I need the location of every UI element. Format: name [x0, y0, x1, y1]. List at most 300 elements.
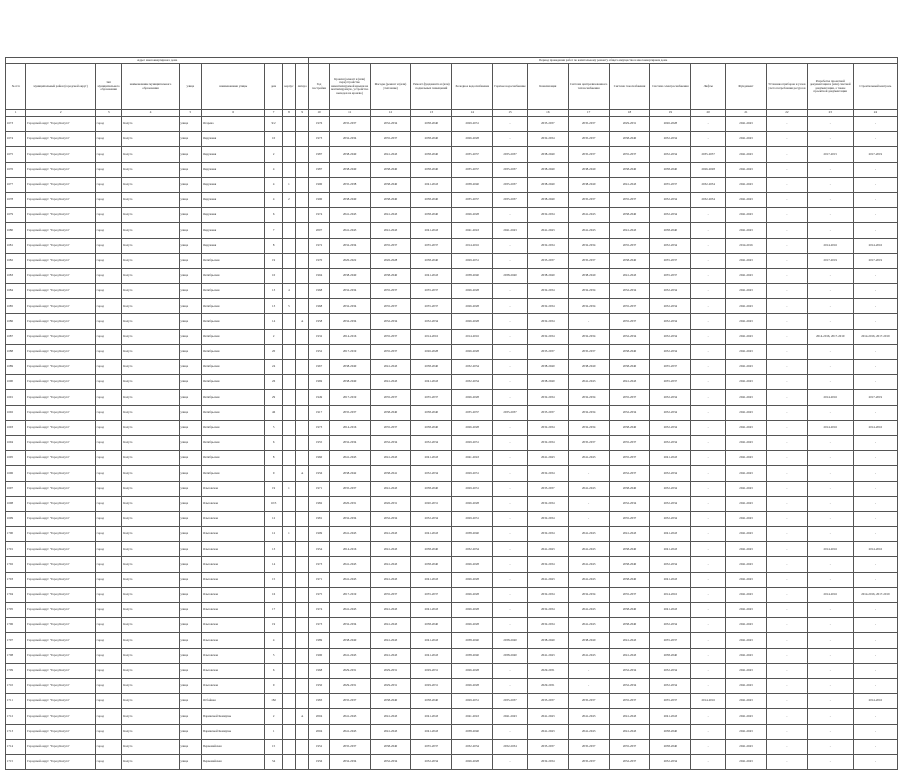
table-cell: Калуга [122, 177, 179, 192]
table-row [6, 542, 898, 557]
table-cell: - [853, 162, 897, 177]
table-row [6, 420, 898, 435]
table-cell: улица [179, 223, 201, 238]
table-cell: - [807, 663, 853, 678]
table-cell: 26 [265, 375, 282, 390]
table-cell: 2041-2043 [370, 633, 411, 648]
table-cell: - [493, 557, 528, 572]
table-cell: 1703 [6, 572, 26, 587]
table-row [6, 147, 898, 162]
table-cell: 2041-2043 [726, 603, 767, 618]
table-cell: - [853, 724, 897, 739]
table-cell: город [95, 694, 122, 709]
table-cell: 2041-2043 [726, 648, 767, 663]
table-cell: 2035-2037 [568, 192, 609, 207]
table-cell: Городской округ "Город Калуга" [26, 147, 95, 162]
table-cell: 1982 [309, 496, 329, 511]
table-cell: 1 [282, 481, 295, 496]
table-row [6, 329, 898, 344]
table-cell: 2038-2040 [411, 147, 452, 162]
table-cell: 2032-2034 [527, 208, 568, 223]
table-cell: Городской округ "Город Калуга" [26, 314, 95, 329]
table-cell: 1973 [309, 420, 329, 435]
column-number: 22 [766, 110, 807, 117]
table-cell: 2041-2043 [411, 633, 452, 648]
table-cell: - [853, 360, 897, 375]
table-cell: - [766, 557, 807, 572]
table-cell: - [853, 466, 897, 481]
table-cell: 2032-2034 [650, 329, 691, 344]
table-cell: 2041-2043 [329, 648, 370, 663]
table-cell: 4 [265, 177, 282, 192]
table-cell: 2032-2034 [411, 435, 452, 450]
table-cell: - [853, 299, 897, 314]
table-cell: 1968 [309, 284, 329, 299]
table-cell: 2035-2037 [609, 238, 650, 253]
table-cell: 2041-2043 [726, 678, 767, 693]
table-cell: 2035-2037 [568, 754, 609, 769]
table-cell: 2038-2040 [329, 268, 370, 283]
table-cell: 1704 [6, 587, 26, 602]
table-cell: Городской округ "Город Калуга" [26, 435, 95, 450]
table-row [6, 678, 898, 693]
table-cell: 2038-2040 [568, 633, 609, 648]
table-cell: - [853, 344, 897, 359]
table-cell: 2041-2043 [411, 648, 452, 663]
table-cell: - [691, 420, 726, 435]
table-cell: 15 [265, 739, 282, 754]
table-cell: - [691, 314, 726, 329]
table-cell: 2041-2043 [568, 603, 609, 618]
table-cell: 1955 [309, 435, 329, 450]
table-cell: 2032-2034 [568, 587, 609, 602]
table-cell: Калуга [122, 603, 179, 618]
table-cell: 2035-2037 [609, 451, 650, 466]
table-cell: 2041-2043 [726, 375, 767, 390]
table-cell: 2041-2043 [568, 709, 609, 724]
column-number: 4 [122, 110, 179, 117]
table-cell: 2032-2034 [609, 284, 650, 299]
table-cell: город [95, 329, 122, 344]
table-cell: 2032-2034 [329, 314, 370, 329]
table-cell: 2032-2034 [527, 284, 568, 299]
table-cell: 2032-2034 [568, 405, 609, 420]
table-cell [296, 496, 309, 511]
table-cell: - [691, 284, 726, 299]
table-cell: город [95, 451, 122, 466]
table-cell: 2014-2016 [853, 420, 897, 435]
table-cell: - [766, 177, 807, 192]
table-cell: город [95, 618, 122, 633]
table-cell: 1981 [309, 511, 329, 526]
column-number: 12 [370, 110, 411, 117]
table-cell: 2032-2034 [650, 557, 691, 572]
table-cell: 2041-2043 [568, 527, 609, 542]
table-cell: Калуга [122, 678, 179, 693]
table-cell: Городской округ "Город Калуга" [26, 451, 95, 466]
table-cell: 2032-2034 [650, 678, 691, 693]
table-cell: 2026-2028 [452, 132, 493, 147]
table-cell: 2029-2031 [411, 678, 452, 693]
table-cell: 2038-2040 [650, 648, 691, 663]
table-cell: 2041-2043 [726, 223, 767, 238]
table-cell: - [766, 481, 807, 496]
table-cell: 2041-2043 [527, 709, 568, 724]
table-cell: Ольговская [202, 648, 265, 663]
table-cell: 1700 [6, 527, 26, 542]
table-cell [296, 162, 309, 177]
table-cell: 2032-2034 [527, 420, 568, 435]
table-cell: - [766, 132, 807, 147]
table-cell: 19 [265, 481, 282, 496]
table-cell: 2035-2037 [650, 375, 691, 390]
table-cell: Калуга [122, 663, 179, 678]
table-cell: - [807, 709, 853, 724]
table-cell: 2029-2031 [452, 481, 493, 496]
table-cell: Окружная [202, 223, 265, 238]
table-cell: - [766, 435, 807, 450]
table-cell: Октябрьская [202, 284, 265, 299]
table-cell: 2038-2040 [609, 162, 650, 177]
table-cell: 1 [282, 527, 295, 542]
table-cell: - [493, 329, 528, 344]
table-cell: - [493, 496, 528, 511]
table-cell: 2041-2043 [726, 724, 767, 739]
column-number: 9 [296, 110, 309, 117]
table-cell: 2035-2037 [568, 117, 609, 132]
table-cell: Городской округ "Город Калуга" [26, 542, 95, 557]
table-cell: 2041-2043 [726, 663, 767, 678]
table-cell: 2035-2037 [650, 177, 691, 192]
table-cell: город [95, 709, 122, 724]
table-cell: - [568, 663, 609, 678]
table-cell: 2032-2034 [650, 420, 691, 435]
table-cell: Калуга [122, 420, 179, 435]
table-cell: 2035-2037 [411, 299, 452, 314]
table-cell: 2041-2043 [609, 527, 650, 542]
table-cell: улица [179, 557, 201, 572]
table-cell [282, 405, 295, 420]
table-cell: 13 [265, 542, 282, 557]
table-cell: 2035-2037 [411, 284, 452, 299]
table-cell: 2035-2037 [370, 132, 411, 147]
table-cell: Калуга [122, 466, 179, 481]
table-cell: - [691, 329, 726, 344]
table-cell: 2041-2043 [568, 648, 609, 663]
table-cell: - [568, 496, 609, 511]
table-cell: Городской округ "Город Калуга" [26, 253, 95, 268]
table-cell: Городской округ "Город Калуга" [26, 694, 95, 709]
table-cell: 1707 [6, 633, 26, 648]
table-cell: - [807, 132, 853, 147]
table-cell: 2041-2043 [726, 268, 767, 283]
table-cell: 1701 [6, 542, 26, 557]
table-cell: - [493, 572, 528, 587]
table-cell: город [95, 435, 122, 450]
table-cell: Отбойная [202, 694, 265, 709]
table-cell: 2032-2034 [527, 132, 568, 147]
table-cell: город [95, 678, 122, 693]
table-cell: 2038-2040 [329, 375, 370, 390]
table-cell [296, 663, 309, 678]
table-cell: улица [179, 739, 201, 754]
table-cell [282, 648, 295, 663]
table-cell: Ольговская [202, 663, 265, 678]
table-cell: 10 [265, 268, 282, 283]
table-cell: - [807, 223, 853, 238]
table-cell: 1971 [309, 481, 329, 496]
table-cell: 2032-2034 [650, 618, 691, 633]
table-cell: - [493, 284, 528, 299]
table-cell: 2038-2040 [609, 132, 650, 147]
table-cell: Октябрьская [202, 268, 265, 283]
table-cell: 2017-2019 [329, 344, 370, 359]
table-cell: 2038-2040 [411, 253, 452, 268]
table-cell: 2038-2040 [609, 360, 650, 375]
table-cell: 2014-2016 [853, 542, 897, 557]
table-row [6, 618, 898, 633]
address-group-header: Адрес многоквартирного дома [6, 58, 309, 64]
table-cell: 2026-2028 [452, 557, 493, 572]
table-cell: Калуга [122, 511, 179, 526]
table-cell: 2032-2034 [370, 117, 411, 132]
table-cell: - [691, 678, 726, 693]
table-cell: 2032-2034 [650, 390, 691, 405]
table-row [6, 390, 898, 405]
table-cell: 2017-2019 [807, 253, 853, 268]
table-cell: - [853, 754, 897, 769]
table-cell: - [807, 284, 853, 299]
table-cell: - [766, 344, 807, 359]
table-cell: - [853, 481, 897, 496]
table-cell: Городской округ "Город Калуга" [26, 739, 95, 754]
table-cell: 2032-2034 [650, 284, 691, 299]
table-cell: 2041-2043 [726, 572, 767, 587]
table-cell: - [807, 557, 853, 572]
table-cell: - [766, 223, 807, 238]
table-cell: Калуга [122, 405, 179, 420]
table-cell: 2029-2031 [329, 663, 370, 678]
table-cell: 2035-2037 [452, 147, 493, 162]
table-cell: Городской округ "Город Калуга" [26, 284, 95, 299]
table-cell: 2035-2037 [609, 314, 650, 329]
table-cell: 2026-2028 [370, 253, 411, 268]
table-cell: 2035-2037 [609, 390, 650, 405]
table-cell: 2038-2040 [329, 360, 370, 375]
table-cell: - [766, 587, 807, 602]
table-cell: 2041-2043 [329, 603, 370, 618]
table-cell: город [95, 557, 122, 572]
table-cell: - [807, 511, 853, 526]
table-cell: - [493, 253, 528, 268]
table-cell: 2035-2037 [411, 739, 452, 754]
table-cell: 2038-2040 [329, 147, 370, 162]
table-cell: - [807, 496, 853, 511]
table-cell: 2041-2043 [726, 390, 767, 405]
table-cell: 2004 [309, 709, 329, 724]
table-cell: 1715 [6, 754, 26, 769]
table-cell: 2041-2043 [370, 603, 411, 618]
table-cell: 2035-2037 [568, 435, 609, 450]
table-cell: город [95, 390, 122, 405]
table-cell: 2032-2034 [650, 754, 691, 769]
table-cell: 1987 [309, 162, 329, 177]
table-cell: 2029-2031 [370, 663, 411, 678]
table-cell: - [766, 633, 807, 648]
table-cell [282, 238, 295, 253]
table-cell: Окружная [202, 162, 265, 177]
table-cell: город [95, 754, 122, 769]
col-meters: Фундамент [726, 64, 767, 110]
table-cell: 2014-2016 [853, 694, 897, 709]
table-cell: 2038-2040 [609, 253, 650, 268]
table-cell: 2014-2016 [411, 329, 452, 344]
column-number: 13 [411, 110, 452, 117]
table-cell: 1975 [309, 587, 329, 602]
table-cell: - [493, 754, 528, 769]
table-cell: - [493, 420, 528, 435]
table-cell: 2035-2037 [329, 117, 370, 132]
table-cell: Калуга [122, 360, 179, 375]
col-settlement-type: тип муниципального образования [95, 64, 122, 110]
table-cell: 1683 [6, 268, 26, 283]
table-cell: Калуга [122, 208, 179, 223]
table-cell: - [691, 603, 726, 618]
table-cell: улица [179, 329, 201, 344]
table-cell: 2038-2040 [609, 603, 650, 618]
table-cell: 1699 [6, 511, 26, 526]
register-rows [6, 117, 898, 770]
table-cell: город [95, 481, 122, 496]
table-cell: - [766, 542, 807, 557]
table-cell: Первомайская [202, 754, 265, 769]
table-cell: 1692 [6, 405, 26, 420]
table-cell: - [853, 709, 897, 724]
table-cell: - [853, 496, 897, 511]
table-row [6, 663, 898, 678]
table-cell: 2041-2043 [370, 724, 411, 739]
table-cell: 2026-2028 [452, 420, 493, 435]
table-cell: 1983 [309, 694, 329, 709]
table-cell: 1691 [6, 390, 26, 405]
table-cell: 2038-2040 [370, 162, 411, 177]
table-cell: Октябрьская [202, 405, 265, 420]
table-cell [296, 603, 309, 618]
table-cell: 2026-2028 [452, 284, 493, 299]
table-row [6, 572, 898, 587]
table-cell: - [493, 603, 528, 618]
col-building-control: Строительный контроль [853, 64, 897, 110]
table-cell: 2029-2031 [452, 117, 493, 132]
table-cell: 2004 [309, 724, 329, 739]
table-cell: 1917 [309, 405, 329, 420]
table-cell: 2041-2043 [726, 117, 767, 132]
table-row [6, 299, 898, 314]
table-cell: - [853, 527, 897, 542]
table-cell: 2038-2040 [411, 192, 452, 207]
col-facade: Фасады (ремонт и (или) утепление) [370, 64, 411, 110]
table-cell: Городской округ "Город Калуга" [26, 678, 95, 693]
table-cell [296, 481, 309, 496]
table-cell: Калуга [122, 754, 179, 769]
column-number: 21 [726, 110, 767, 117]
column-number: 11 [329, 110, 370, 117]
table-cell: 2032-2034 [527, 314, 568, 329]
table-cell: 1971 [309, 572, 329, 587]
table-cell: 2038-2040 [527, 177, 568, 192]
table-cell: 1698 [6, 496, 26, 511]
table-cell: улица [179, 344, 201, 359]
table-cell: 2038-2040 [370, 694, 411, 709]
table-cell: Городской округ "Город Калуга" [26, 648, 95, 663]
table-cell: 2041-2043 [726, 177, 767, 192]
table-cell: 2038-2040 [411, 694, 452, 709]
table-cell: - [691, 557, 726, 572]
table-cell: 2020-2022 [329, 253, 370, 268]
table-cell: 2038-2040 [370, 192, 411, 207]
table-cell: Калуга [122, 481, 179, 496]
table-cell: 2038-2040 [568, 360, 609, 375]
table-cell: Окружная [202, 208, 265, 223]
table-cell: - [691, 360, 726, 375]
table-cell: 2038-2040 [329, 162, 370, 177]
table-cell [296, 329, 309, 344]
table-cell: 1972 [309, 238, 329, 253]
table-cell: Городской округ "Город Калуга" [26, 117, 95, 132]
table-cell: 2014-2016 [807, 238, 853, 253]
table-cell: - [766, 162, 807, 177]
table-cell: 2032-2034 [650, 511, 691, 526]
table-cell [282, 724, 295, 739]
col-cold-water: Холодное водоснабжение [452, 64, 493, 110]
table-cell: улица [179, 238, 201, 253]
table-cell: 2041-2043 [568, 724, 609, 739]
table-cell: - [853, 405, 897, 420]
table-cell: город [95, 314, 122, 329]
table-cell: 9 [265, 466, 282, 481]
table-cell: Калуга [122, 496, 179, 511]
table-cell: - [691, 344, 726, 359]
table-cell: город [95, 542, 122, 557]
table-cell: 2014-2016, 2017-2019 [853, 587, 897, 602]
table-cell: Калуга [122, 572, 179, 587]
table-cell: А [296, 314, 309, 329]
table-cell: 2032-2034 [609, 405, 650, 420]
table-cell [282, 208, 295, 223]
table-cell: 2032-2034 [650, 344, 691, 359]
table-cell: 2032-2034 [650, 663, 691, 678]
table-cell [282, 572, 295, 587]
table-cell: 1706 [6, 618, 26, 633]
table-cell [296, 754, 309, 769]
table-cell: 2041-2043 [609, 648, 650, 663]
table-cell: город [95, 739, 122, 754]
table-cell: 2038-2040 [411, 618, 452, 633]
table-cell: 6 [265, 663, 282, 678]
table-cell: улица [179, 420, 201, 435]
table-cell: А [296, 466, 309, 481]
table-cell: 13 [265, 284, 282, 299]
table-row [6, 694, 898, 709]
table-cell: Калуга [122, 223, 179, 238]
table-cell: 1714 [6, 739, 26, 754]
table-cell [296, 344, 309, 359]
table-cell [282, 360, 295, 375]
col-roof: Кровля (ремонт и (или) переустройство невентилируемой крыши на вентилируемую, устройство выходов на кровлю) [329, 64, 370, 110]
table-cell: - [807, 299, 853, 314]
table-cell: - [493, 481, 528, 496]
table-cell [282, 709, 295, 724]
